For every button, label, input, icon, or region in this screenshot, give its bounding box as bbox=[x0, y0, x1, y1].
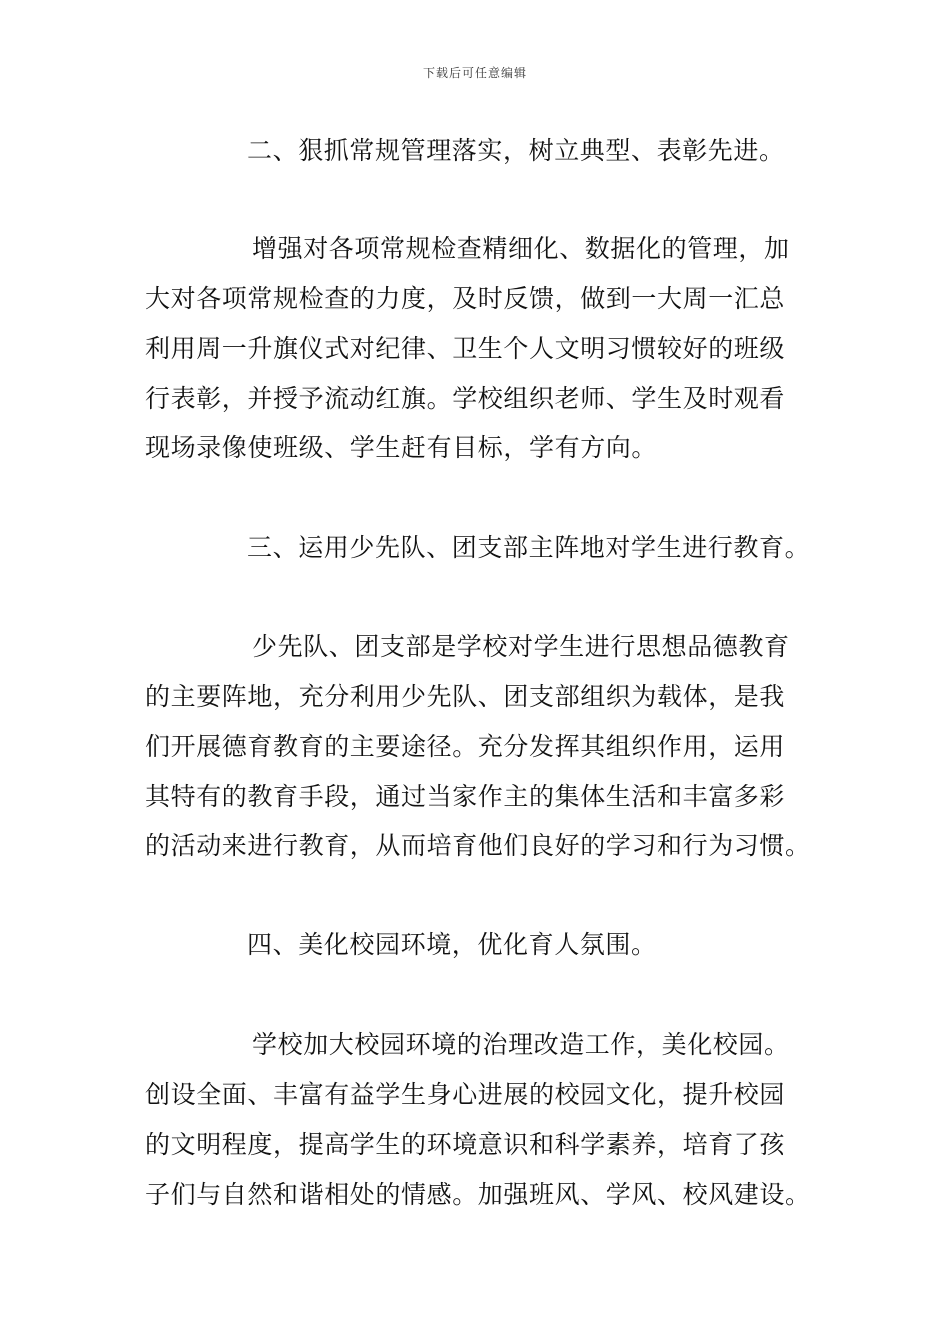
paragraph-line: 子们与自然和谐相处的情感。加强班风、学风、校风建设。 bbox=[145, 1180, 811, 1209]
paragraph-line: 们开展德育教育的主要途径。充分发挥其组织作用，运用 bbox=[145, 732, 786, 761]
paragraph-line: 创设全面、丰富有益学生身心进展的校园文化，提升校园 bbox=[145, 1080, 786, 1109]
paragraph-line: 的活动来进行教育，从而培育他们良好的学习和行为习惯。 bbox=[145, 831, 811, 860]
paragraph-line: 的文明程度，提高学生的环境意识和科学素养，培育了孩 bbox=[145, 1130, 786, 1159]
paragraph-line: 的主要阵地，充分利用少先队、团支部组织为载体，是我 bbox=[145, 682, 786, 711]
paragraph-line: 其特有的教育手段，通过当家作主的集体生活和丰富多彩 bbox=[145, 782, 786, 811]
paragraph-line: 增强对各项常规检查精细化、数据化的管理，加 bbox=[252, 234, 790, 263]
paragraph-line: 学校加大校园环境的治理改造工作，美化校园。 bbox=[252, 1030, 790, 1059]
section-heading-2: 二、狠抓常规管理落实，树立典型、表彰先进。 bbox=[247, 136, 785, 165]
header-note: 下载后可任意编辑 bbox=[422, 66, 527, 80]
section-heading-4: 四、美化校园环境，优化育人氛围。 bbox=[247, 930, 657, 959]
paragraph-line: 利用周一升旗仪式对纪律、卫生个人文明习惯较好的班级 bbox=[145, 334, 786, 363]
paragraph-line: 少先队、团支部是学校对学生进行思想品德教育 bbox=[252, 632, 790, 661]
section-heading-3: 三、运用少先队、团支部主阵地对学生进行教育。 bbox=[247, 533, 811, 562]
paragraph-line: 大对各项常规检查的力度，及时反馈，做到一大周一汇总 bbox=[145, 284, 786, 313]
paragraph-line: 现场录像使班级、学生赶有目标，学有方向。 bbox=[145, 433, 658, 462]
paragraph-line: 行表彰，并授予流动红旗。学校组织老师、学生及时观看 bbox=[145, 384, 786, 413]
